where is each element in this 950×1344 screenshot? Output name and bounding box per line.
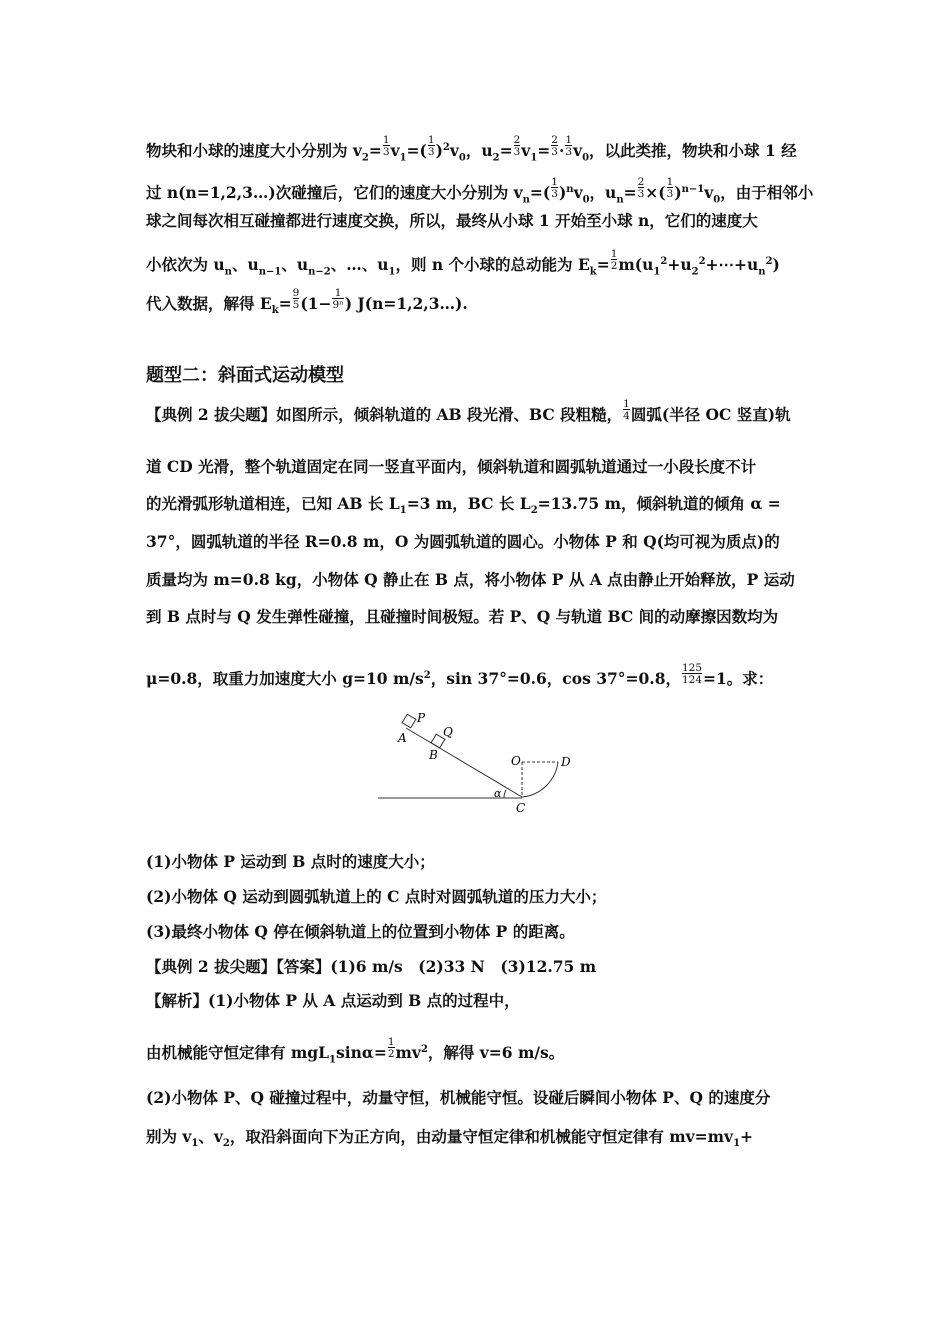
example-line-4: 37°，圆弧轨道的半径 R=0.8 m，O 为圆弧轨道的圆心。小物体 P 和 Q(均可视为质点)的	[146, 532, 780, 551]
fraction: $\frac{2}{3}$	[513, 134, 521, 159]
solution-line-5: 代入数据，解得 $E_k=$ $\frac{9}{5}$ (1− $\frac{1}{\text{9ⁿ}}$ ) J(n=1,2,3…).	[146, 287, 468, 317]
answer-text: (1)6 m/s (2)33 N (3)12.75 m	[330, 957, 597, 976]
solution-line-3: 球之间每次相互碰撞都进行速度交换，所以，最终从小球 1 开始至小球 n，它们的速度大	[146, 211, 758, 230]
fraction: $\frac{1}{2}$	[387, 1036, 395, 1061]
label-b: B	[429, 748, 438, 762]
analysis-line-3: (2)小物体 P、Q 碰撞过程中，动量守恒，机械能守恒。设碰后瞬间小物体 P、Q 的速度分	[146, 1088, 771, 1107]
fraction: $\frac{1}{4}$	[623, 398, 630, 422]
question-2: (2)小物体 Q 运动到圆弧轨道上的 C 点时对圆弧轨道的压力大小；	[146, 887, 607, 906]
incline-track-figure	[370, 708, 590, 820]
label-d: D	[561, 755, 571, 769]
solution-line-1: 物块和小球的速度大小分别为 $v_2=$ $\frac{1}{3}$ $v_1=$( $\frac{1}{3}$ )$^2v_0$，$u_2=$ $\frac{2}{3}$ $v_1=$ $\frac{2}{3}$ · $\frac{1}{3}$ $v_0$，以此类推，物块和小球 1 经	[146, 134, 797, 164]
incline-track	[406, 728, 522, 797]
fraction: $\frac{1}{3}$	[551, 176, 558, 201]
block-p	[402, 714, 416, 728]
fraction: $\frac{1}{3}$	[427, 134, 435, 159]
question-3: (3)最终小物体 Q 停在倾斜轨道上的位置到小物体 P 的距离。	[146, 922, 575, 941]
analysis-label: 【解析】	[146, 991, 209, 1010]
fraction: $\frac{1}{3}$	[382, 134, 390, 159]
label-a: A	[398, 731, 407, 745]
analysis-line-2: 由机械能守恒定律有 mgL$_1$sinα= $\frac{1}{2}$ $mv^2$，解得 v=6 m/s。	[146, 1036, 565, 1066]
example-line-1: 【典例 2 拔尖题】如图所示，倾斜轨道的 AB 段光滑、BC 段粗糙， $\frac{1}{4}$ 圆弧(半径 OC 竖直)轨	[146, 398, 791, 424]
fraction: $\frac{1}{2}$	[610, 248, 618, 273]
analysis-line-1: 【解析】(1)小物体 P 从 A 点运动到 B 点的过程中，	[146, 991, 520, 1010]
solution-line-2: 过 n(n=1,2,3…)次碰撞后，它们的速度大小分别为 $v_n=$( $\frac{1}{3}$ )$^nv_0$，$u_n=$ $\frac{2}{3}$ ×( $\frac{1}{3}$ )$^{n-1}v_0$，由于相邻小	[146, 176, 814, 206]
label-q: Q	[443, 725, 453, 739]
label-alpha: α	[494, 787, 502, 800]
fraction: $\frac{1}{3}$	[666, 176, 674, 201]
arc-track	[522, 762, 558, 797]
angle-arc	[504, 790, 506, 798]
fraction: $\frac{125}{124}$	[681, 662, 703, 687]
fraction: $\frac{1}{3}$	[565, 134, 573, 159]
answer-line	[146, 957, 811, 977]
example-line-2: 道 CD 光滑，整个轨道固定在同一竖直平面内，倾斜轨道和圆弧轨道通过一小段长度不计	[146, 457, 757, 476]
example-line-7: μ=0.8，取重力加速度大小 g=10 $m/s^2$，sin 37°=0.6，cos 37°=0.8， $\frac{125}{124}$ =1。求：	[146, 662, 774, 689]
section-title: 题型二：斜面式运动模型	[146, 365, 344, 386]
example-line-6: 到 B 点时与 Q 发生弹性碰撞，且碰撞时间极短。若 P、Q 与轨道 BC 间的动摩擦因数均为	[146, 607, 779, 626]
label-p: P	[417, 711, 426, 725]
analysis-line-4: 别为 $v_1$、$v_2$，取沿斜面向下为正方向，由动量守恒定律和机械能守恒定律有 $mv=mv_1+$	[146, 1127, 754, 1150]
label-c: C	[516, 801, 526, 815]
fraction: $\frac{1}{\text{9ⁿ}}$	[332, 287, 344, 311]
fraction: $\frac{2}{3}$	[637, 176, 645, 201]
answer-label: 【典例 2 拔尖题】【答案】	[146, 957, 331, 976]
example-line-3: 的光滑弧形轨道相连，已知 AB 长 $L_1=3$ m，BC 长 $L_2=13.75$ m，倾斜轨道的倾角 α =	[146, 494, 781, 517]
solution-line-4: 小依次为 $u_n$、$u_{n-1}$、$u_{n-2}$、…、$u_1$，则 n 个小球的总动能为 $E_k=$ $\frac{1}{2}$ $m(u_1^2+u_2^2+\cdots+u_n^2)$	[146, 248, 780, 278]
label-o: O	[511, 754, 521, 768]
fraction: $\frac{9}{5}$	[292, 287, 300, 311]
fraction: $\frac{2}{3}$	[551, 134, 558, 159]
example-line-5: 质量均为 m=0.8 kg，小物体 Q 静止在 B 点，将小物体 P 从 A 点由静止开始释放，P 运动	[146, 570, 795, 589]
question-1: (1)小物体 P 运动到 B 点时的速度大小；	[146, 852, 435, 871]
